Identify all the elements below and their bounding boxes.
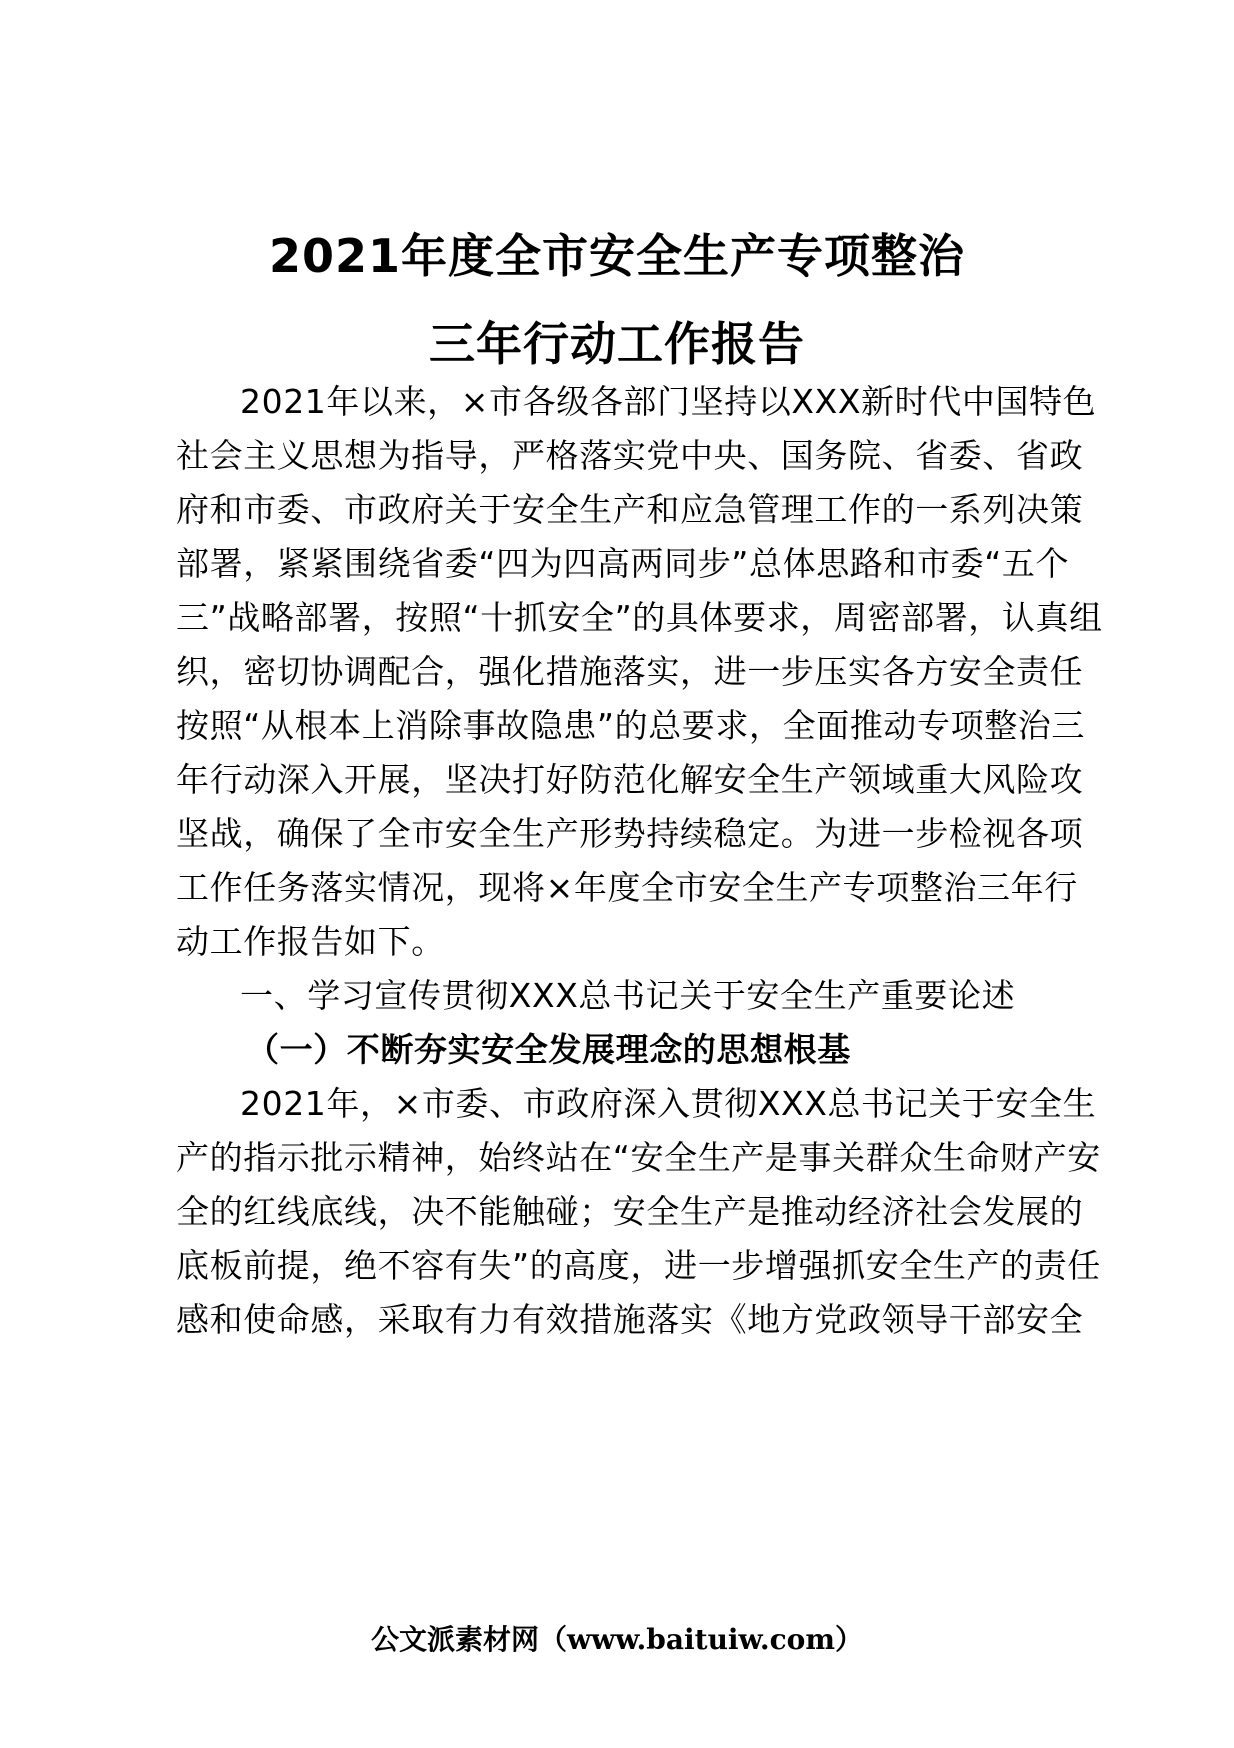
paragraph-1-line: 织，密切协调配合，强化措施落实，进一步压实各方安全责任 bbox=[176, 652, 1084, 691]
paragraph-1-line: 坚战，确保了全市安全生产形势持续稳定。为进一步检视各项 bbox=[176, 814, 1084, 853]
document-title-line-2: 三年行动工作报告 bbox=[429, 317, 805, 371]
paragraph-1-line: 社会主义思想为指导，严格落实党中央、国务院、省委、省政 bbox=[176, 436, 1084, 475]
subsection-heading-1: （一）不断夯实安全发展理念的思想根基 bbox=[246, 1030, 851, 1069]
page-footer: 公文派素材网（www.baituiw.com） bbox=[371, 1623, 863, 1656]
document-title-line-1: 2021年度全市安全生产专项整治 bbox=[268, 229, 966, 283]
paragraph-1-line: 工作任务落实情况，现将×年度全市安全生产专项整治三年行 bbox=[176, 868, 1078, 907]
paragraph-1-line: 三”战略部署，按照“十抓安全”的具体要求，周密部署，认真组 bbox=[176, 598, 1103, 637]
paragraph-1-line: 2021年以来，×市各级各部门坚持以XXX新时代中国特色 bbox=[240, 382, 1097, 421]
paragraph-1-line: 年行动深入开展，坚决打好防范化解安全生产领域重大风险攻 bbox=[176, 760, 1084, 799]
paragraph-2-line: 感和使命感，采取有力有效措施落实《地方党政领导干部安全 bbox=[176, 1300, 1084, 1339]
paragraph-1-line: 府和市委、市政府关于安全生产和应急管理工作的一系列决策 bbox=[176, 490, 1084, 529]
paragraph-2-line: 底板前提，绝不容有失”的高度，进一步增强抓安全生产的责任 bbox=[176, 1246, 1101, 1285]
paragraph-1-line: 按照“从根本上消除事故隐患”的总要求，全面推动专项整治三 bbox=[176, 706, 1085, 745]
paragraph-2-line: 全的红线底线，决不能触碰；安全生产是推动经济社会发展的 bbox=[176, 1192, 1084, 1231]
paragraph-1-line: 动工作报告如下。 bbox=[176, 922, 445, 961]
paragraph-2-line: 2021年，×市委、市政府深入贯彻XXX总书记关于安全生 bbox=[240, 1084, 1097, 1123]
paragraph-1-line: 部署，紧紧围绕省委“四为四高两同步”总体思路和市委“五个 bbox=[176, 544, 1070, 583]
paragraph-2-line: 产的指示批示精神，始终站在“安全生产是事关群众生命财产安 bbox=[176, 1138, 1101, 1177]
section-heading-1: 一、学习宣传贯彻XXX总书记关于安全生产重要论述 bbox=[240, 976, 1016, 1015]
